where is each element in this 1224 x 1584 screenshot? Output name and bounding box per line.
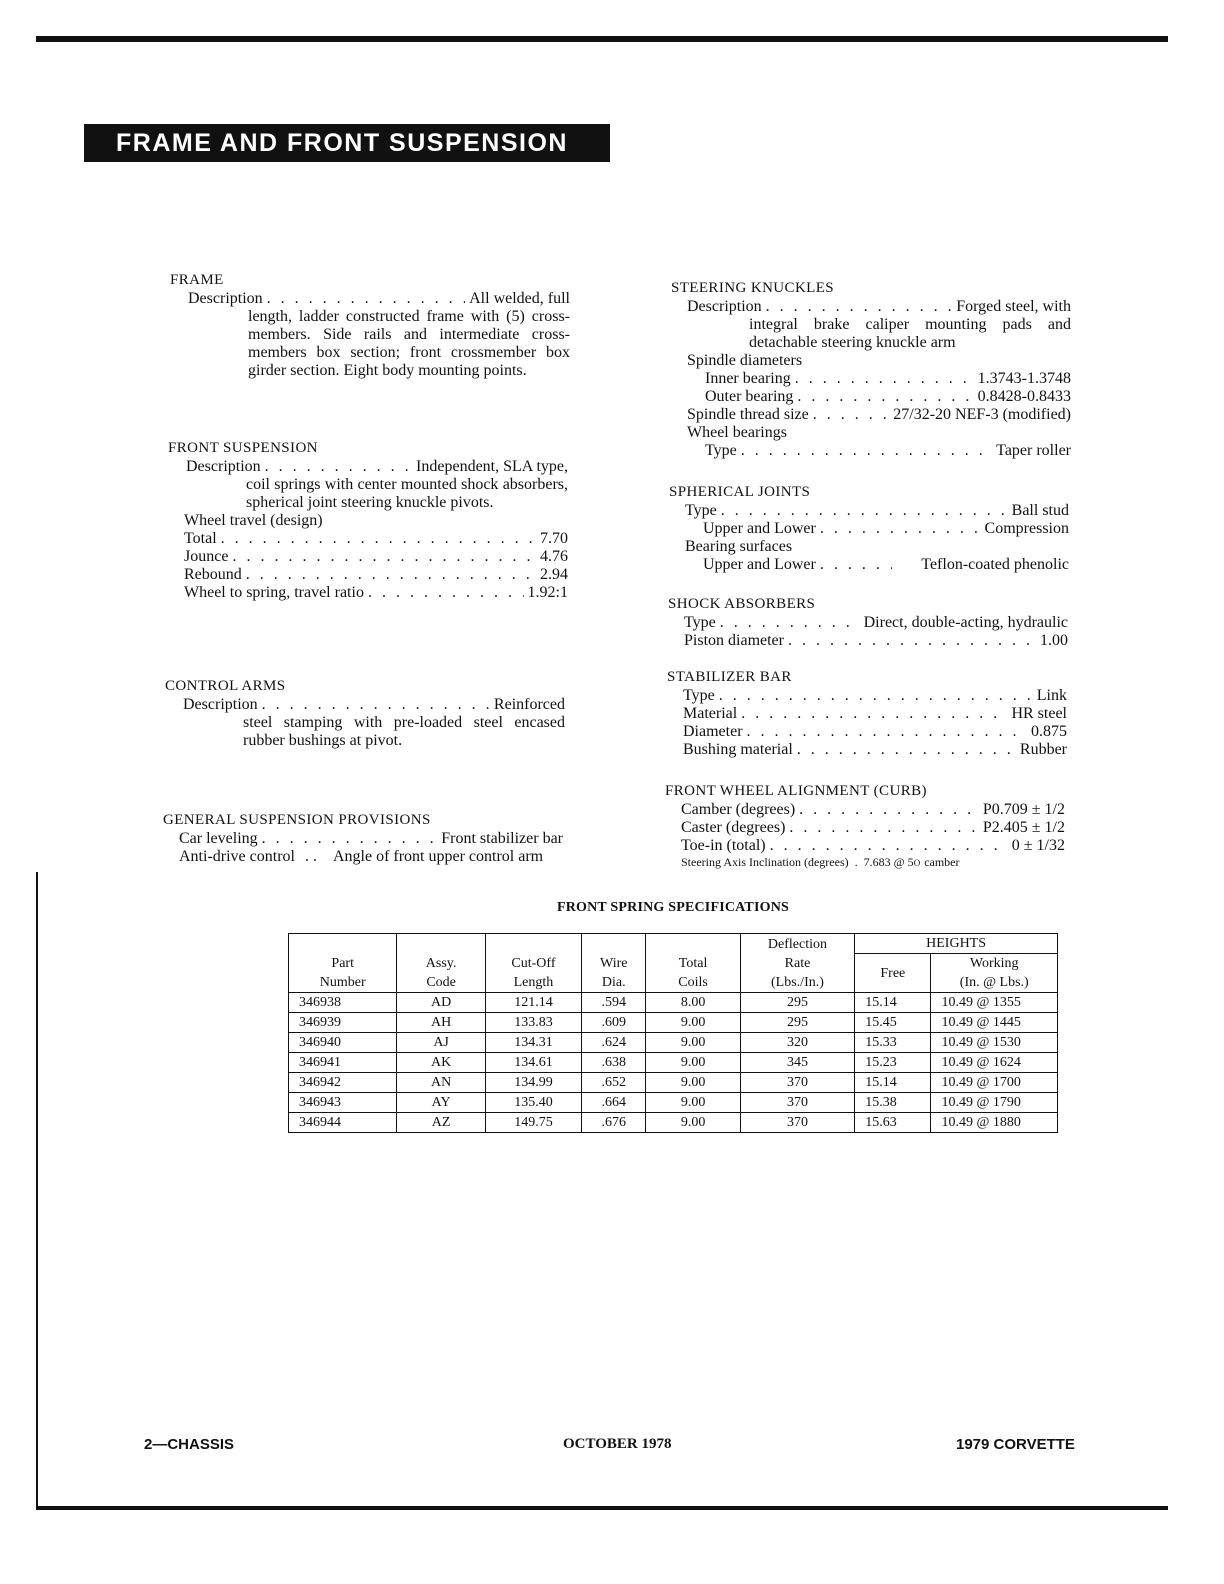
cell-wire-dia: .676 xyxy=(582,1113,646,1133)
table-row xyxy=(289,1013,1058,1033)
leader-dots xyxy=(262,830,438,848)
cell-part-number: 346938 xyxy=(289,993,397,1013)
travel-ratio-row: Wheel to spring, travel ratio . . . 1.92:1 xyxy=(168,584,568,602)
car-leveling-row: Car leveling . . . Front stabilizer bar xyxy=(163,830,563,848)
table-row xyxy=(289,1053,1058,1073)
spindle-thread-row: Spindle thread size . . . 27/32-20 NEF-3 (modified) xyxy=(671,406,1071,424)
leader-dots xyxy=(820,556,892,574)
camber-row: Camber (degrees) . . . P0.709 ± 1/2 xyxy=(665,801,1065,819)
sk-description-row: Description . . . Forged steel, with xyxy=(671,298,1071,316)
spherical-joints-title: SPHERICAL JOINTS xyxy=(669,484,811,500)
cell-cutoff-length: 149.75 xyxy=(485,1113,581,1133)
leader-dots xyxy=(788,632,1036,650)
cell-wire-dia: .594 xyxy=(582,993,646,1013)
spherical-joints-section xyxy=(669,482,1069,574)
alignment-title: FRONT WHEEL ALIGNMENT (CURB) xyxy=(665,783,927,799)
leader-dots xyxy=(770,837,1008,855)
header-heights: HEIGHTS xyxy=(855,934,1058,954)
bottom-rule xyxy=(36,1506,1168,1510)
leader-dots xyxy=(721,502,1008,520)
top-rule xyxy=(36,36,1168,42)
footer-model: 1979 CORVETTE xyxy=(956,1436,1075,1453)
cell-part-number: 346939 xyxy=(289,1013,397,1033)
total-row: Total . . . 7.70 xyxy=(168,530,568,548)
cell-total-coils: 9.00 xyxy=(646,1013,740,1033)
table-row xyxy=(289,993,1058,1013)
steering-knuckles-section xyxy=(671,278,1071,460)
cell-deflection-rate: 370 xyxy=(740,1093,854,1113)
jounce-row: Jounce . . . 4.76 xyxy=(168,548,568,566)
header-working: Working (In. @ Lbs.) xyxy=(931,954,1058,993)
cell-wire-dia: .638 xyxy=(582,1053,646,1073)
spindle-diameters-label: Spindle diameters xyxy=(687,352,803,369)
leader-dots xyxy=(795,370,974,388)
cell-deflection-rate: 370 xyxy=(740,1113,854,1133)
cell-assy-code: AH xyxy=(397,1013,485,1033)
cell-wire-dia: .624 xyxy=(582,1033,646,1053)
cell-part-number: 346943 xyxy=(289,1093,397,1113)
leader-dots xyxy=(741,442,992,460)
ca-description-row: Description . . . Reinforced xyxy=(165,696,565,714)
section-banner: FRAME AND FRONT SUSPENSION xyxy=(84,124,610,162)
table-row xyxy=(289,1033,1058,1053)
stabilizer-bar-section xyxy=(667,667,1067,759)
frame-description-first: All welded, full xyxy=(469,290,570,307)
leader-dots xyxy=(789,819,978,837)
ca-description-text: steel stamping with pre-loaded steel encased rubber bushings at pivot. xyxy=(243,714,565,749)
sa-type-row: Type . . . Direct, double-acting, hydraulic xyxy=(668,614,1068,632)
leader-dots xyxy=(820,520,981,538)
cell-cutoff-length: 135.40 xyxy=(485,1093,581,1113)
bearing-upper-lower-row: Upper and Lower . . . Teflon-coated phenolic xyxy=(669,556,1069,574)
footer-date: OCTOBER 1978 xyxy=(563,1436,672,1452)
leader-dots xyxy=(719,687,1033,705)
sb-bushing-row: Bushing material . . . Rubber xyxy=(667,741,1067,759)
cell-deflection-rate: 370 xyxy=(740,1073,854,1093)
wheel-travel-label: Wheel travel (design) xyxy=(184,512,323,529)
wheel-bearings-label: Wheel bearings xyxy=(687,424,787,441)
frame-title: FRAME xyxy=(170,272,224,288)
leader-dots xyxy=(797,741,1016,759)
fs-description-row xyxy=(168,458,568,476)
leader-dots xyxy=(221,530,536,548)
sb-diameter-row: Diameter . . . 0.875 xyxy=(667,723,1067,741)
fs-description-label: Description xyxy=(186,458,261,475)
sb-type-row: Type . . . Link xyxy=(667,687,1067,705)
cell-working-height: 10.49 @ 1880 xyxy=(931,1113,1058,1133)
wheel-bearing-type-row: Type . . . Taper roller xyxy=(671,442,1071,460)
leader-dots xyxy=(267,290,465,308)
leader-dots xyxy=(797,388,973,406)
header-total-coils: Total Coils xyxy=(646,934,740,993)
cell-total-coils: 9.00 xyxy=(646,1033,740,1053)
sai-dot: . xyxy=(854,855,858,869)
cell-working-height: 10.49 @ 1624 xyxy=(931,1053,1058,1073)
cell-assy-code: AZ xyxy=(397,1113,485,1133)
header-wire-dia: Wire Dia. xyxy=(582,934,646,993)
rebound-row: Rebound . . . 2.94 xyxy=(168,566,568,584)
cell-part-number: 346941 xyxy=(289,1053,397,1073)
steering-knuckles-title: STEERING KNUCKLES xyxy=(671,280,835,296)
cell-assy-code: AJ xyxy=(397,1033,485,1053)
cell-free-height: 15.23 xyxy=(855,1053,931,1073)
fs-description-text: coil springs with center mounted shock absorbers, spherical joint steering knuckle pivots. xyxy=(246,476,568,511)
toe-in-row: Toe-in (total) . . . 0 ± 1/32 xyxy=(665,837,1065,855)
sb-material-row: Material . . . HR steel xyxy=(667,705,1067,723)
leader-dots xyxy=(799,801,979,819)
leader-dots xyxy=(813,406,890,424)
cell-total-coils: 9.00 xyxy=(646,1073,740,1093)
cell-working-height: 10.49 @ 1530 xyxy=(931,1033,1058,1053)
cell-wire-dia: .609 xyxy=(582,1013,646,1033)
leader-dots xyxy=(720,614,860,632)
leader-dots xyxy=(766,298,953,316)
cell-cutoff-length: 133.83 xyxy=(485,1013,581,1033)
cell-free-height: 15.63 xyxy=(855,1113,931,1133)
front-suspension-title: FRONT SUSPENSION xyxy=(168,440,318,456)
cell-free-height: 15.38 xyxy=(855,1093,931,1113)
frame-description-row xyxy=(170,290,570,308)
front-suspension-section xyxy=(168,438,568,602)
control-arms-section xyxy=(165,676,565,750)
header-free: Free xyxy=(855,954,931,993)
steering-axis-row: Steering Axis Inclination (degrees) . 7.683 @ 5 O camber xyxy=(681,855,960,869)
cell-total-coils: 9.00 xyxy=(646,1053,740,1073)
leader-dots xyxy=(246,566,536,584)
cell-total-coils: 8.00 xyxy=(646,993,740,1013)
cell-cutoff-length: 134.61 xyxy=(485,1053,581,1073)
shock-absorbers-title: SHOCK ABSORBERS xyxy=(668,596,816,612)
cell-cutoff-length: 121.14 xyxy=(485,993,581,1013)
piston-diameter-row: Piston diameter . . . 1.00 xyxy=(668,632,1068,650)
leader-dots xyxy=(368,584,524,602)
anti-drive-row: Anti-drive control . . Angle of front upper control arm xyxy=(179,848,544,865)
header-assy-code: Assy. Code xyxy=(397,934,485,993)
frame-section xyxy=(170,270,570,380)
sj-upper-lower-row: Upper and Lower . . . Compression xyxy=(669,520,1069,538)
cell-wire-dia: .664 xyxy=(582,1093,646,1113)
cell-wire-dia: .652 xyxy=(582,1073,646,1093)
fs-description-first: Independent, SLA type, xyxy=(416,458,568,475)
leader-dots xyxy=(747,723,1027,741)
cell-working-height: 10.49 @ 1700 xyxy=(931,1073,1058,1093)
table-row xyxy=(289,1093,1058,1113)
header-cutoff-length: Cut-Off Length xyxy=(485,934,581,993)
cell-assy-code: AN xyxy=(397,1073,485,1093)
sj-type-row: Type . . . Ball stud xyxy=(669,502,1069,520)
cell-part-number: 346942 xyxy=(289,1073,397,1093)
cell-deflection-rate: 295 xyxy=(740,993,854,1013)
cell-free-height: 15.14 xyxy=(855,1073,931,1093)
general-suspension-title: GENERAL SUSPENSION PROVISIONS xyxy=(163,812,431,828)
cell-assy-code: AK xyxy=(397,1053,485,1073)
frame-description-label: Description xyxy=(188,290,263,307)
table-row xyxy=(289,1073,1058,1093)
cell-free-height: 15.33 xyxy=(855,1033,931,1053)
cell-assy-code: AD xyxy=(397,993,485,1013)
general-suspension-section xyxy=(163,810,563,866)
cell-cutoff-length: 134.99 xyxy=(485,1073,581,1093)
control-arms-title: CONTROL ARMS xyxy=(165,678,286,694)
cell-deflection-rate: 345 xyxy=(740,1053,854,1073)
cell-part-number: 346940 xyxy=(289,1033,397,1053)
table-header-row xyxy=(289,934,1058,954)
frame-description-text: length, ladder constructed frame with (5) cross-members. Side rails and intermediate cross-members box section; front crossmember box girder section. Eight body mounting points. xyxy=(248,308,570,379)
cell-total-coils: 9.00 xyxy=(646,1093,740,1113)
left-margin-rule xyxy=(36,872,38,1508)
cell-deflection-rate: 320 xyxy=(740,1033,854,1053)
leader-dots xyxy=(265,458,412,476)
front-spring-table xyxy=(288,933,1058,1133)
cell-total-coils: 9.00 xyxy=(646,1113,740,1133)
table-row xyxy=(289,1113,1058,1133)
cell-working-height: 10.49 @ 1790 xyxy=(931,1093,1058,1113)
leader-dots xyxy=(741,705,1007,723)
sk-description-text: integral brake caliper mounting pads and detachable steering knuckle arm xyxy=(749,316,1071,351)
anti-drive-dots: . . xyxy=(304,848,317,865)
cell-cutoff-length: 134.31 xyxy=(485,1033,581,1053)
cell-free-height: 15.45 xyxy=(855,1013,931,1033)
header-part-number: Part Number xyxy=(289,934,397,993)
cell-part-number: 346944 xyxy=(289,1113,397,1133)
shock-absorbers-section xyxy=(668,594,1068,650)
caster-row: Caster (degrees) . . . P2.405 ± 1/2 xyxy=(665,819,1065,837)
cell-assy-code: AY xyxy=(397,1093,485,1113)
cell-free-height: 15.14 xyxy=(855,993,931,1013)
leader-dots xyxy=(262,696,490,714)
cell-deflection-rate: 295 xyxy=(740,1013,854,1033)
bearing-surfaces-label: Bearing surfaces xyxy=(685,538,793,555)
leader-dots xyxy=(232,548,536,566)
table-body xyxy=(289,993,1058,1133)
inner-bearing-row: Inner bearing . . . 1.3743-1.3748 xyxy=(671,370,1071,388)
table-caption: FRONT SPRING SPECIFICATIONS xyxy=(556,900,790,915)
footer-section-label: 2—CHASSIS xyxy=(144,1436,235,1453)
outer-bearing-row: Outer bearing . . . 0.8428-0.8433 xyxy=(671,388,1071,406)
alignment-section xyxy=(665,781,1065,870)
stabilizer-bar-title: STABILIZER BAR xyxy=(667,669,792,685)
header-deflection-rate: Deflection Rate (Lbs./In.) xyxy=(740,934,854,993)
cell-working-height: 10.49 @ 1355 xyxy=(931,993,1058,1013)
cell-working-height: 10.49 @ 1445 xyxy=(931,1013,1058,1033)
